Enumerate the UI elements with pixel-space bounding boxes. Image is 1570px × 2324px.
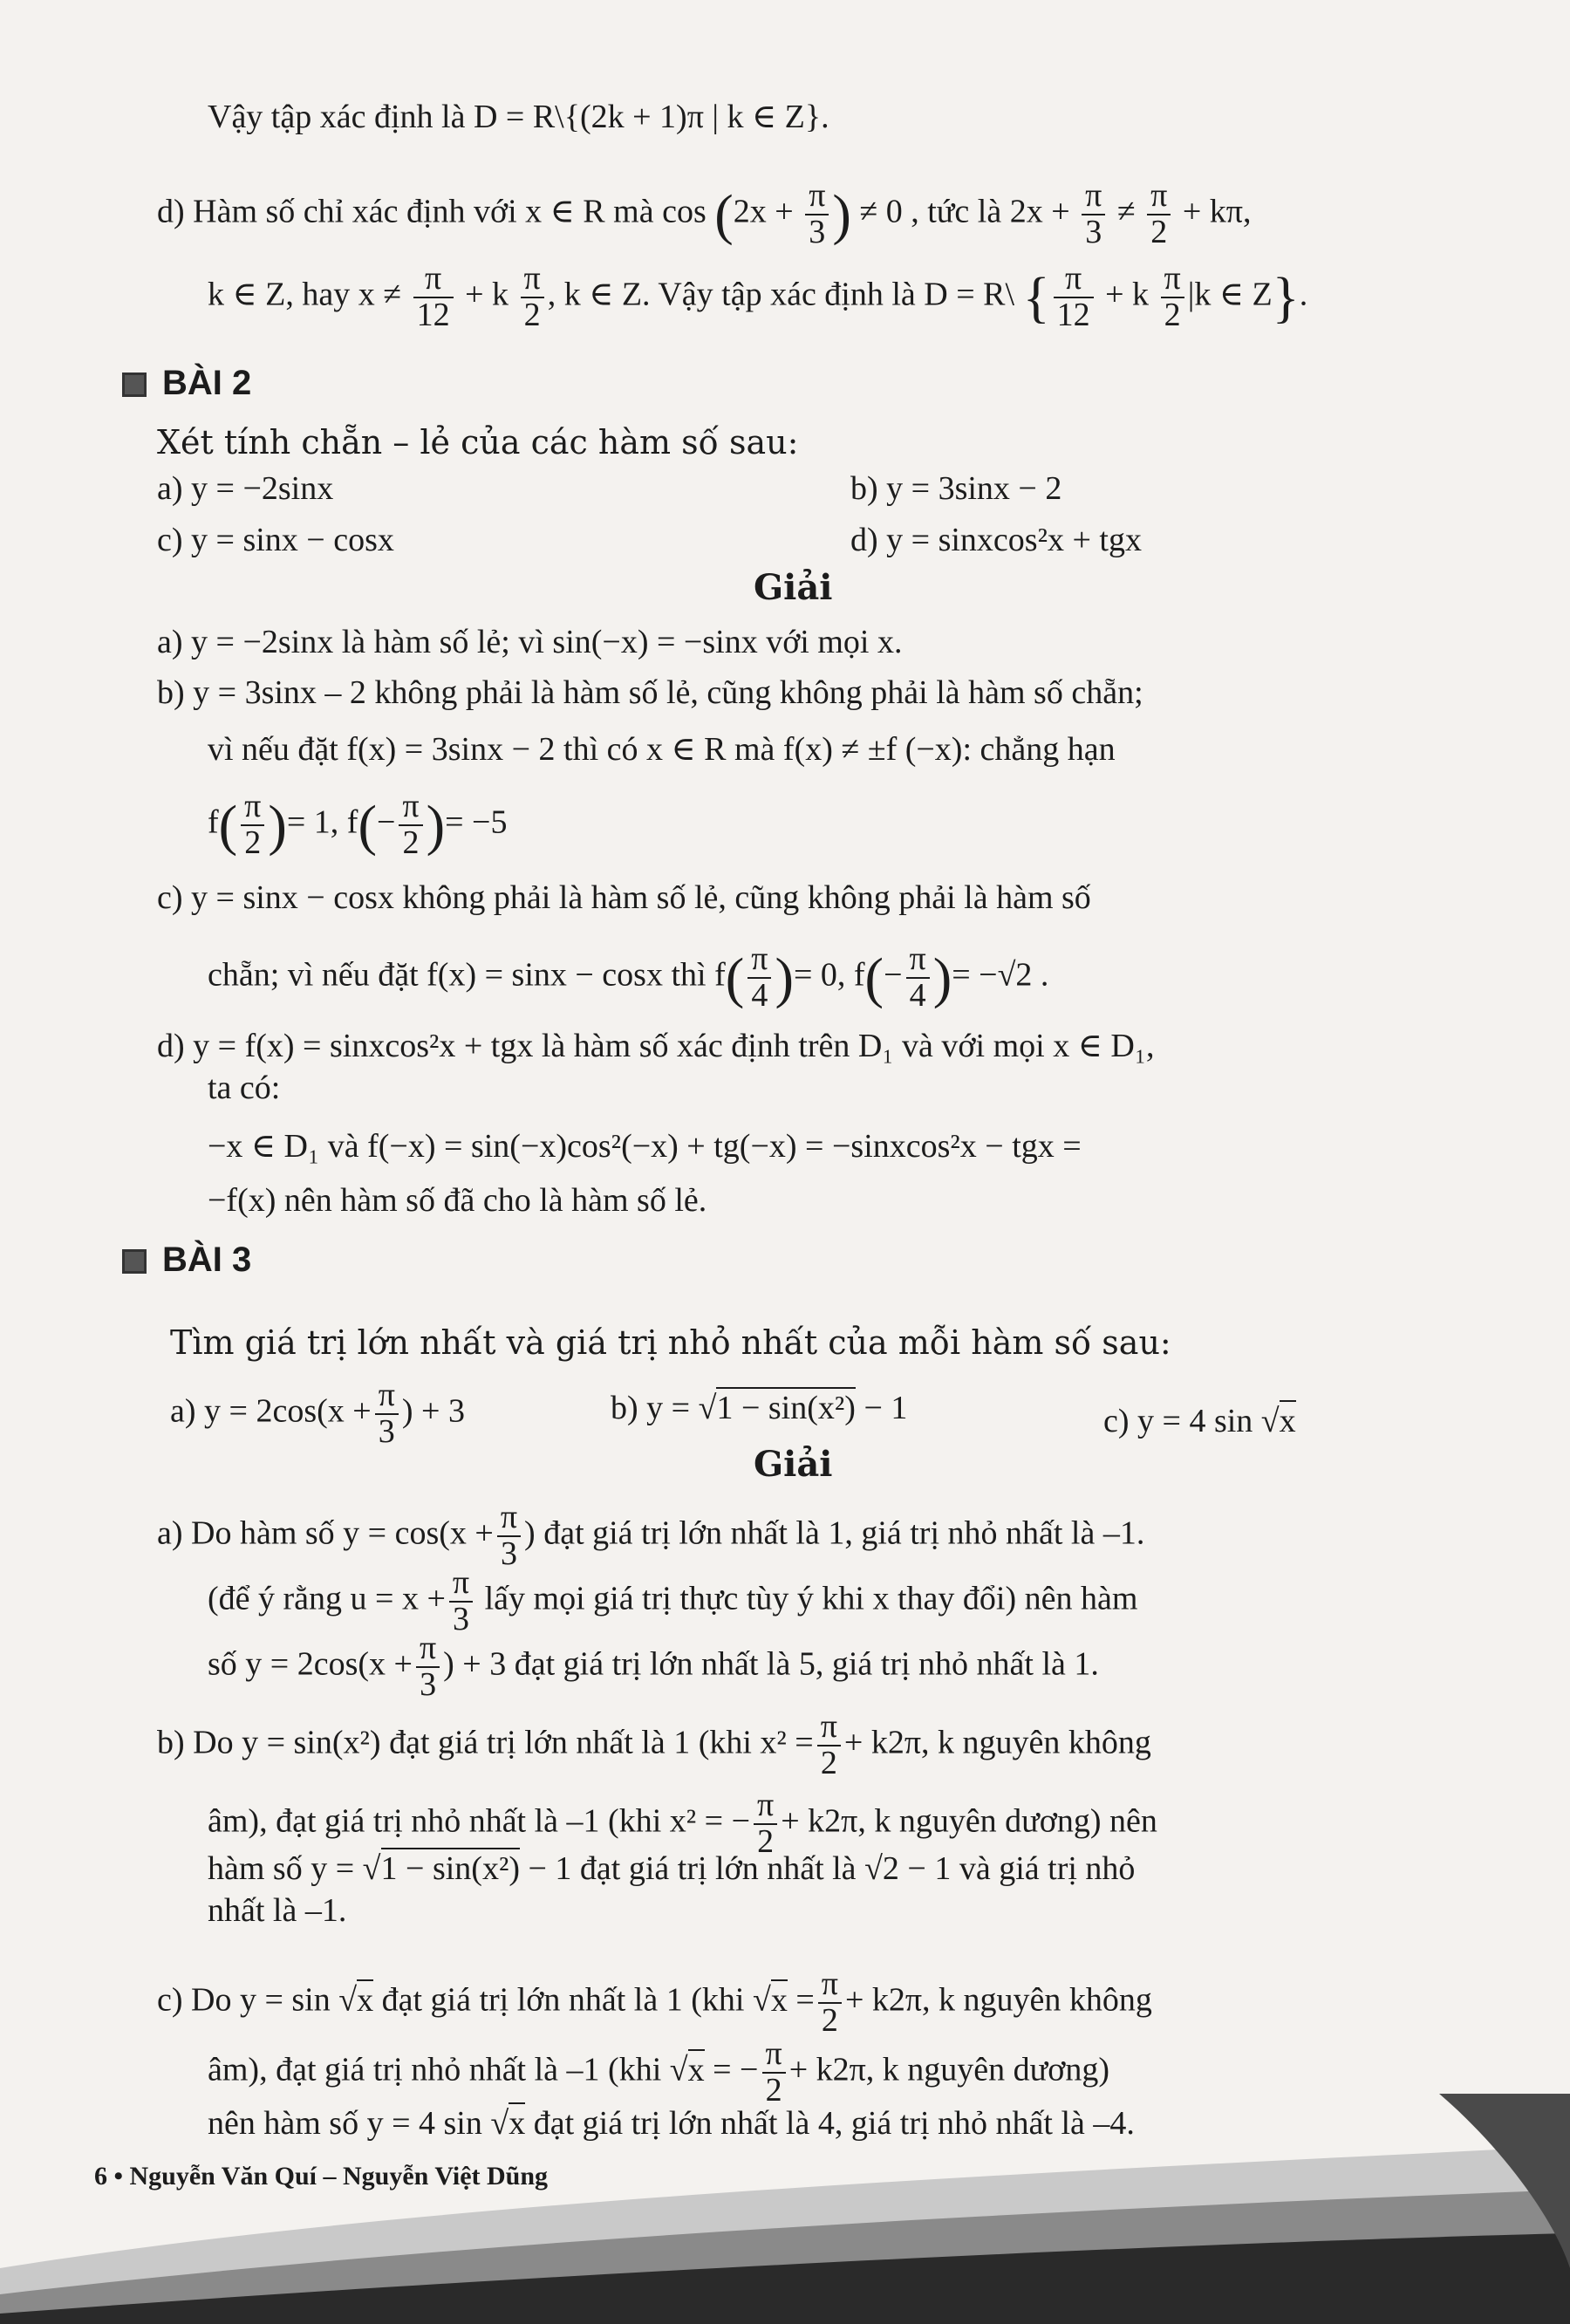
bai2-sol-b3: f( $\frac{\pi}{2}$ )= 1, f(− $\frac{\pi}{2}$ )= −5	[208, 788, 508, 861]
bai2-item-d: d) y = sinxcos²x + tgx	[850, 522, 1142, 558]
bai2-solution-title: Giải	[754, 567, 833, 608]
page-footer: 6 • Nguyễn Văn Quí – Nguyễn Việt Dũng	[94, 2162, 549, 2191]
bai3-sol-c3: nên hàm số y = 4 sin √x đạt giá trị lớn nhất là 4, giá trị nhỏ nhất là –4.	[208, 2102, 1135, 2144]
bai3-header: BÀI 3	[122, 1239, 251, 1281]
bai3-sol-c1: c) Do y = sin √x đạt giá trị lớn nhất là 1 (khi √x = $\frac{\pi}{2}$ + k2π, k nguyên không	[157, 1965, 1152, 2039]
bai2-sol-d2: ta có:	[208, 1070, 281, 1106]
bai2-sol-d4: −f(x) nên hàm số đã cho là hàm số lẻ.	[208, 1182, 707, 1219]
bai2-sol-c2: chẵn; vì nếu đặt f(x) = sinx − cosx thì f( $\frac{\pi}{4}$ )= 0, f(− $\frac{\pi}{4}$ )= −√2 .	[208, 940, 1049, 1014]
bai2-sol-c1: c) y = sinx − cosx không phải là hàm số lẻ, cũng không phải là hàm số	[157, 879, 1091, 916]
bai2-intro: Xét tính chẵn – lẻ của các hàm số sau:	[157, 423, 799, 461]
bai2-item-b: b) y = 3sinx − 2	[850, 470, 1062, 507]
bai3-item-b: b) y = √1 − sin(x²) − 1	[611, 1387, 907, 1429]
bai2-sol-d3: −x ∈ D₁ và f(−x) = sin(−x)cos²(−x) + tg(−x) = −sinxcos²x − tgx =	[208, 1128, 1082, 1165]
part-d-line1: d) Hàm số chỉ xác định với x ∈ R mà cos (2x + $\frac{\pi}{3}$ ) ≠ 0 , tức là 2x + $\frac{\pi}{3}$ ≠ $\frac{\pi}{2}$ + kπ,	[157, 177, 1252, 250]
bai2-sol-b1: b) y = 3sinx – 2 không phải là hàm số lẻ, cũng không phải là hàm số chẵn;	[157, 674, 1143, 711]
bai3-sol-b3: hàm số y = √1 − sin(x²) − 1 đạt giá trị lớn nhất là √2 − 1 và giá trị nhỏ	[208, 1848, 1135, 1890]
bai3-sol-a2: (để ý rằng u = x + $\frac{\pi}{3}$ lấy mọi giá trị thực tùy ý khi x thay đổi) nên hàm	[208, 1564, 1138, 1637]
bai2-sol-a: a) y = −2sinx là hàm số lẻ; vì sin(−x) = −sinx với mọi x.	[157, 624, 903, 660]
bai2-item-a: a) y = −2sinx	[157, 470, 334, 507]
bai3-sol-a1: a) Do hàm số y = cos(x + $\frac{\pi}{3}$ ) đạt giá trị lớn nhất là 1, giá trị nhỏ nhất là –1.	[157, 1499, 1145, 1572]
bai2-sol-b2: vì nếu đặt f(x) = 3sinx − 2 thì có x ∈ R mà f(x) ≠ ±f (−x): chẳng hạn	[208, 731, 1116, 768]
bai3-solution-title: Giải	[754, 1444, 833, 1485]
bai2-sol-d1: d) y = f(x) = sinxcos²x + tgx là hàm số xác định trên D₁ và với mọi x ∈ D₁,	[157, 1028, 1155, 1064]
domain-line: Vậy tập xác định là D = R\{(2k + 1)π | k ∈ Z}.	[208, 99, 829, 135]
bai3-item-c: c) y = 4 sin √x	[1103, 1400, 1296, 1442]
bai3-sol-b4: nhất là –1.	[208, 1892, 347, 1929]
decorative-swoosh	[0, 2094, 1570, 2324]
bai3-sol-a3: số y = 2cos(x + $\frac{\pi}{3}$ ) + 3 đạt giá trị lớn nhất là 5, giá trị nhỏ nhất là 1.	[208, 1630, 1099, 1703]
bai3-sol-c2: âm), đạt giá trị nhỏ nhất là –1 (khi √x = − $\frac{\pi}{2}$ + k2π, k nguyên dương)	[208, 2035, 1110, 2109]
bullet-square-icon	[122, 1249, 147, 1274]
bai3-sol-b1: b) Do y = sin(x²) đạt giá trị lớn nhất là 1 (khi x² = $\frac{\pi}{2}$ + k2π, k nguyên không	[157, 1708, 1151, 1781]
part-d-line2: k ∈ Z, hay x ≠ $\frac{\pi}{12}$ + k $\frac{\pi}{2}$ , k ∈ Z. Vậy tập xác định là D = R\ { $\frac{\pi}{12}$ + k $\frac{\pi}{2}$ |k ∈ Z}.	[208, 260, 1308, 333]
bai3-item-a: a) y = 2cos(x + $\frac{\pi}{3}$ ) + 3	[170, 1377, 465, 1450]
bai2-item-c: c) y = sinx − cosx	[157, 522, 394, 558]
bai3-sol-b2: âm), đạt giá trị nhỏ nhất là –1 (khi x² = − $\frac{\pi}{2}$ + k2π, k nguyên dương) nên	[208, 1787, 1157, 1860]
bai3-intro: Tìm giá trị lớn nhất và giá trị nhỏ nhất của mỗi hàm số sau:	[170, 1323, 1171, 1362]
bullet-square-icon	[122, 373, 147, 397]
bai2-header: BÀI 2	[122, 362, 251, 404]
